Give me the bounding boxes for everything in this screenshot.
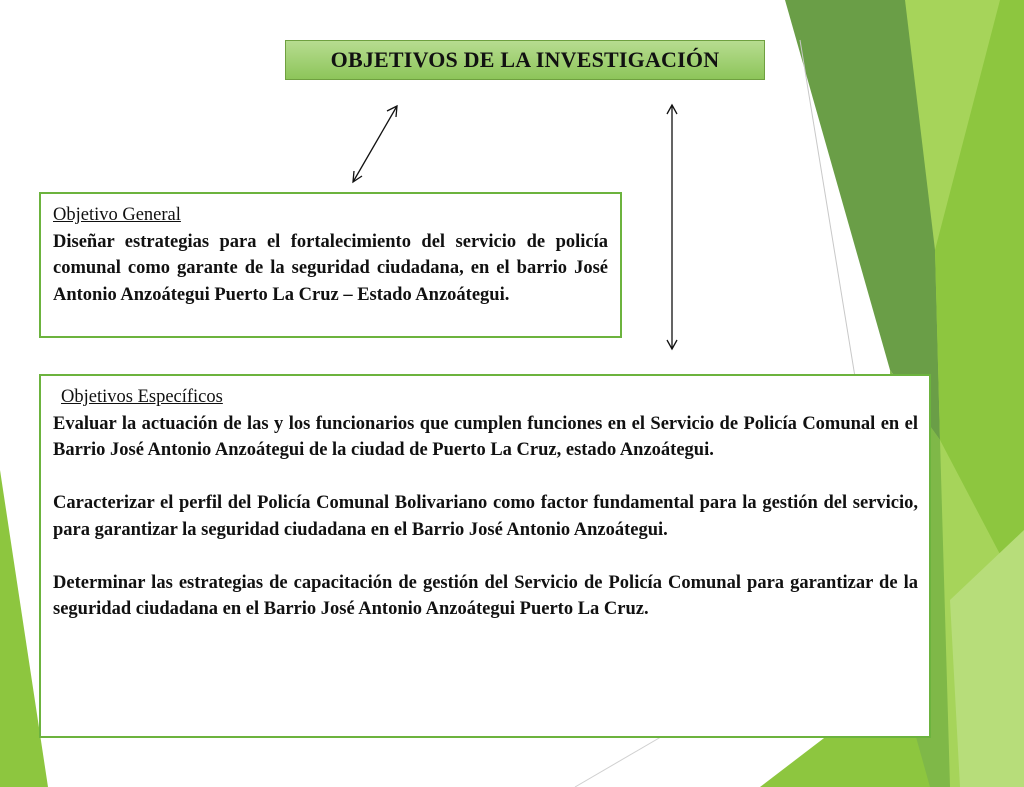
title-text: OBJETIVOS DE LA INVESTIGACIÓN xyxy=(330,47,720,72)
specific-objectives-heading: Objetivos Específicos xyxy=(61,387,223,407)
specific-objective-item: Evaluar la actuación de las y los funcionarios que cumplen funciones en el Servicio de Policía Comunal en el Barrio José Antonio Anzoátegui de la ciudad de Puerto La Cruz, estado Anzoátegui. xyxy=(53,413,918,460)
specific-objective-item: Determinar las estrategias de capacitación de gestión del Servicio de Policía Comunal para garantizar de la seguridad ciudadana en el Barrio José Antonio Anzoátegui Puerto La Cruz. xyxy=(53,572,918,619)
specific-objectives-box xyxy=(39,374,931,738)
general-objective-heading: Objetivo General xyxy=(53,205,181,225)
title-box xyxy=(285,40,765,80)
specific-objective-item: Caracterizar el perfil del Policía Comunal Bolivariano como factor fundamental para la gestión del servicio, para garantizar la seguridad ciudadana en el Barrio José Antonio Anzoátegui. xyxy=(53,493,918,540)
general-objective-box xyxy=(39,192,622,338)
general-objective-text: Diseñar estrategias para el fortalecimiento del servicio de policía comunal como garante de la seguridad ciudadana, en el barrio José Antonio Anzoátegui Puerto La Cruz – Estado Anzoátegui. xyxy=(53,231,608,305)
